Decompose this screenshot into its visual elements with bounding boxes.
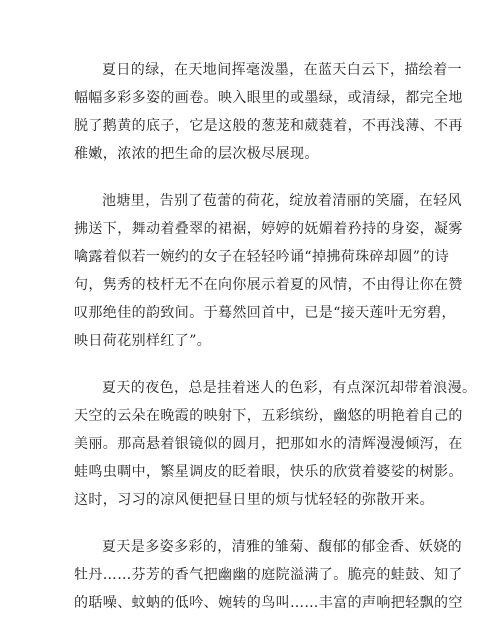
- text-line: 夏天是多姿多彩的，清雅的雏菊、馥郁的郁金香、妖娆的: [102, 539, 462, 555]
- text-line: 脱了鹅黄的底子，它是这般的葱茏和葳蕤着，不再浅薄、不再: [74, 118, 463, 134]
- text-line: 蛙鸣虫啁中，繁星调皮的眨着眼，快乐的欣赏着婆娑的树影。: [74, 464, 463, 480]
- text-line: 拂送下，舞动着叠翠的裙裾，婷婷的妩媚着矜持的身姿，凝雾: [74, 221, 463, 237]
- text-line: 池塘里，告别了苞蕾的荷花，绽放着清丽的笑靥，在轻风: [102, 193, 462, 209]
- text-line: 稚嫩，浓浓的把生命的层次极尽展现。: [74, 146, 319, 162]
- paragraph-pond-lotus: [74, 187, 463, 355]
- text-line: 夏天的夜色，总是挂着迷人的色彩，有点深沉却带着浪漫。: [102, 380, 477, 396]
- text-line: 牡丹……芬芳的香气把幽幽的庭院溢满了。脆亮的蛙鼓、知了: [74, 567, 463, 583]
- text-line: 叹那绝佳的韵致间。于蓦然回首中，已是“接天莲叶无穷碧，: [74, 305, 456, 321]
- paragraph-colorful-summer: [74, 533, 463, 617]
- text-line: 天空的云朵在晚霞的映射下，五彩缤纷，幽悠的明艳着自己的: [74, 408, 463, 424]
- text-line: 噙露着似若一婉约的女子在轻轻吟诵“掉拂荷珠碎却圆”的诗: [74, 249, 450, 265]
- paragraph-summer-night: [74, 374, 477, 514]
- paragraph-summer-green: [74, 56, 463, 168]
- text-line: 幅幅多彩多姿的画卷。映入眼里的或墨绿，或清绿，都完全地: [74, 90, 463, 106]
- document-body: [74, 56, 477, 636]
- text-line: 映日荷花别样红了”。: [74, 333, 212, 349]
- text-line: 的聒噪、蚊蚋的低吟、婉转的鸟叫……丰富的声响把轻飘的空: [74, 595, 463, 611]
- text-line: 这时，习习的凉风便把昼日里的烦与忧轻轻的弥散开来。: [74, 492, 434, 508]
- text-line: 句，隽秀的枝杆无不在向你展示着夏的风情，不由得让你在赞: [74, 277, 463, 293]
- text-line: 夏日的绿，在天地间挥毫泼墨，在蓝天白云下，描绘着一: [102, 62, 462, 78]
- text-line: 美丽。那高悬着银镜似的圆月，把那如水的清辉漫漫倾泻，在: [74, 436, 463, 452]
